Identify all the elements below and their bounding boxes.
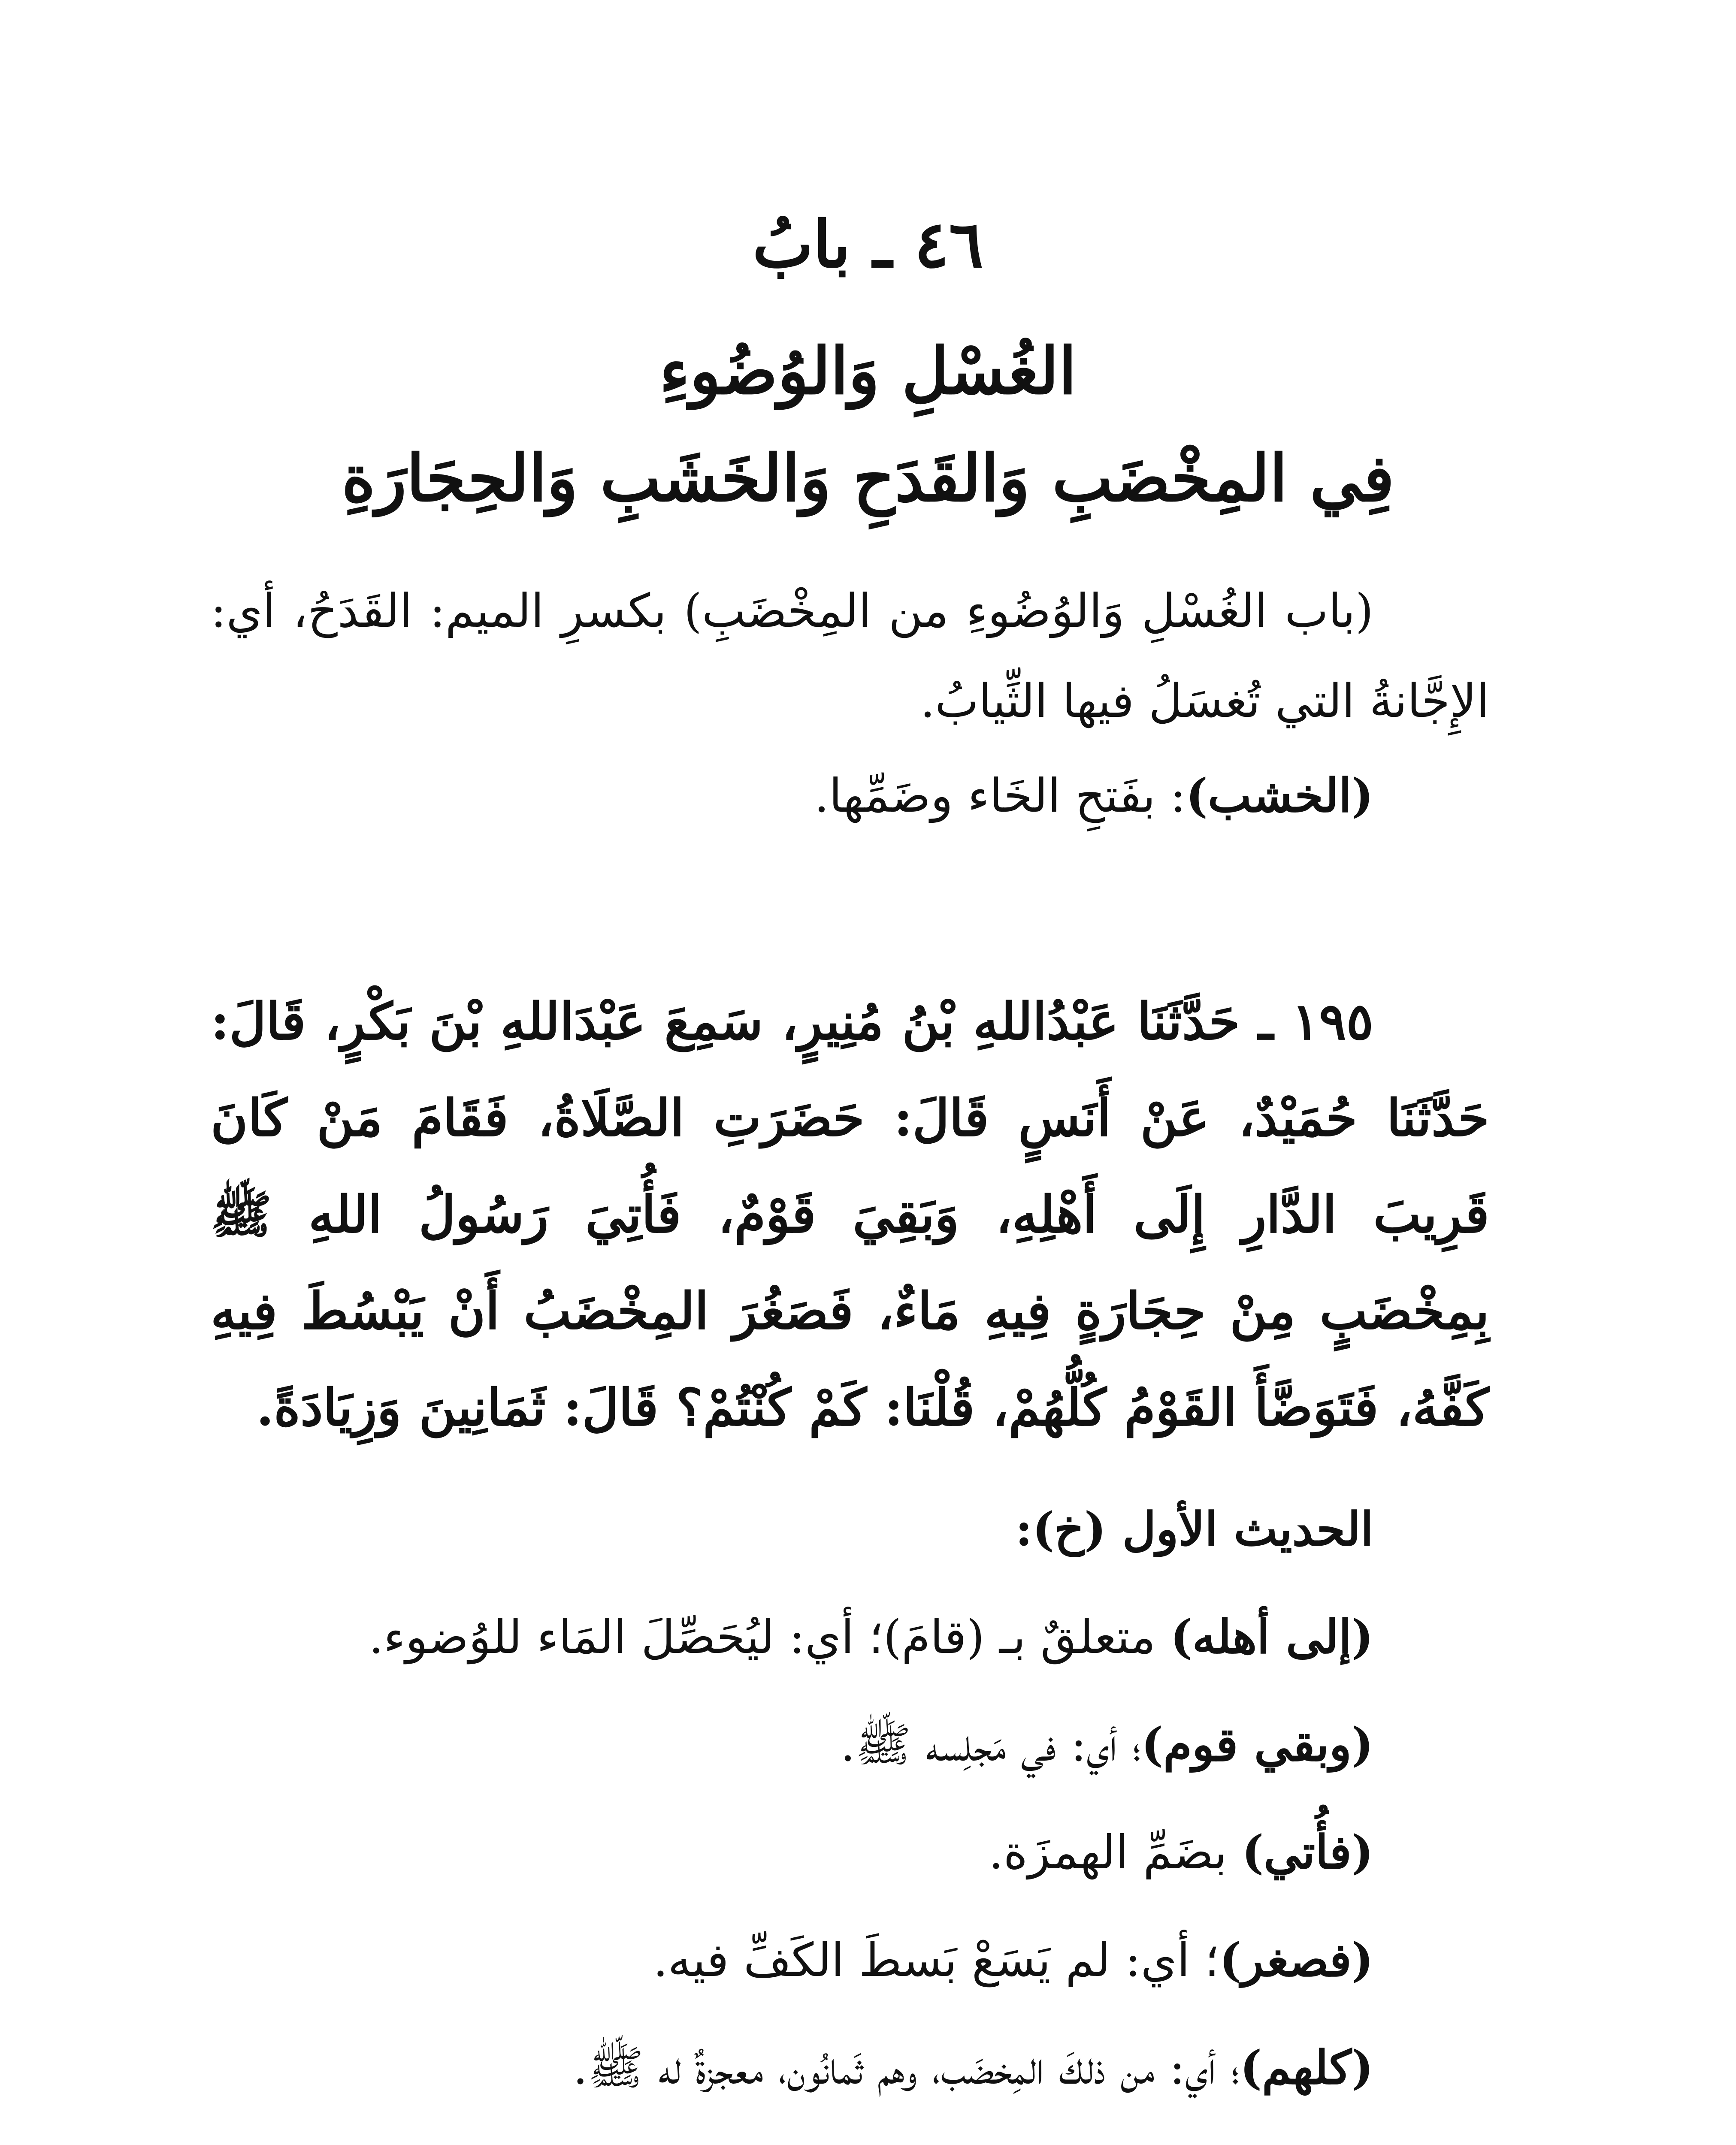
commentary-line: (كلهم)؛ أي: من ذلكَ المِخضَب، وهم ثَمانُون، معجزةٌ له ﷺ. <box>573 2041 1373 2095</box>
commentary-explanation: ؛ أي: لم يَسَعْ بَسطَ الكَفِّ فيه. <box>653 1934 1219 1987</box>
chapter-title-line1: الغُسْلِ وَالوُضُوءِ <box>659 333 1077 409</box>
commentary-section <box>211 1476 1489 2145</box>
intro-paragraph-2 <box>211 751 1489 841</box>
commentary-line: (وبقي قوم)؛ أي: في مَجلِسه ﷺ. <box>840 1718 1373 1772</box>
honorific-symbol: ﷺ <box>587 2041 644 2095</box>
commentary-explanation: بضَمِّ الهمزَة. <box>989 1826 1242 1879</box>
commentary-explanation: ؛ أي: في مَجلِسه <box>925 1718 1142 1772</box>
commentary-term: (فأُتي) <box>1242 1825 1373 1879</box>
commentary-explanation: ؛ أي: من ذلكَ المِخضَب، وهم ثَمانُون، معجزةٌ له <box>658 2041 1240 2095</box>
intro-section <box>211 566 1489 841</box>
intro-term: (الخشب) <box>1186 769 1373 823</box>
commentary-heading <box>211 1476 1489 1583</box>
commentary-heading-text: الحديث الأول (خ): <box>1015 1502 1373 1556</box>
intro-paragraph-1: (باب الغُسْلِ وَالوُضُوءِ من المِخْضَبِ) بكسرِ الميم: القَدَحُ، أي: الإِجَّانةُ التي تُغسَلُ فيها الثِّيابُ. <box>211 584 1489 728</box>
commentary-term: (فصغر) <box>1219 1933 1373 1987</box>
commentary-term: (وبقي قوم) <box>1141 1718 1373 1772</box>
chapter-title-line2: فِي المِخْضَبِ وَالقَدَحِ وَالخَشَبِ وَالحِجَارَةِ <box>342 441 1394 516</box>
commentary-term: (إلى أهله) <box>1170 1610 1373 1664</box>
commentary-term: (كلهم) <box>1240 2041 1373 2095</box>
commentary-line <box>211 2122 1489 2145</box>
hadith-text: ١٩٥ ـ حَدَّثَنَا عَبْدُاللهِ بْنُ مُنِيرٍ، سَمِعَ عَبْدَاللهِ بْنَ بَكْرٍ، قَالَ: حَدَّثَنَا حُمَيْدٌ، عَنْ أَنَسٍ قَالَ: حَضَرَتِ الصَّلَاةُ، فَقَامَ مَنْ كَانَ قَرِيبَ الدَّارِ إِلَى أَهْلِهِ، وَبَقِيَ قَوْمٌ، فَأُتِيَ رَسُولُ اللهِ ﷺ بِمِخْضَبٍ مِنْ حِجَارَةٍ فِيهِ مَاءٌ، فَصَغُرَ المِخْضَبُ أَنْ يَبْسُطَ فِيهِ كَفَّهُ، فَتَوَضَّأَ القَوْمُ كُلُّهُمْ، قُلْنَا: كَمْ كُنْتُمْ؟ قَالَ: ثَمَانِينَ وَزِيَادَةً. <box>211 991 1489 1437</box>
commentary-line <box>211 1906 1489 2014</box>
commentary-explanation: متعلقٌ بـ (قامَ)؛ أي: ليُحَصِّلَ المَاء للوُضوء. <box>369 1610 1170 1664</box>
honorific-symbol: ﷺ <box>855 1718 911 1772</box>
chapter-number: ٤٦ ـ بابُ <box>752 207 984 282</box>
commentary-line <box>211 1583 1489 1691</box>
commentary-line <box>211 1799 1489 1906</box>
intro-definition: : بفَتحِ الخَاء وضَمِّها. <box>814 769 1186 823</box>
